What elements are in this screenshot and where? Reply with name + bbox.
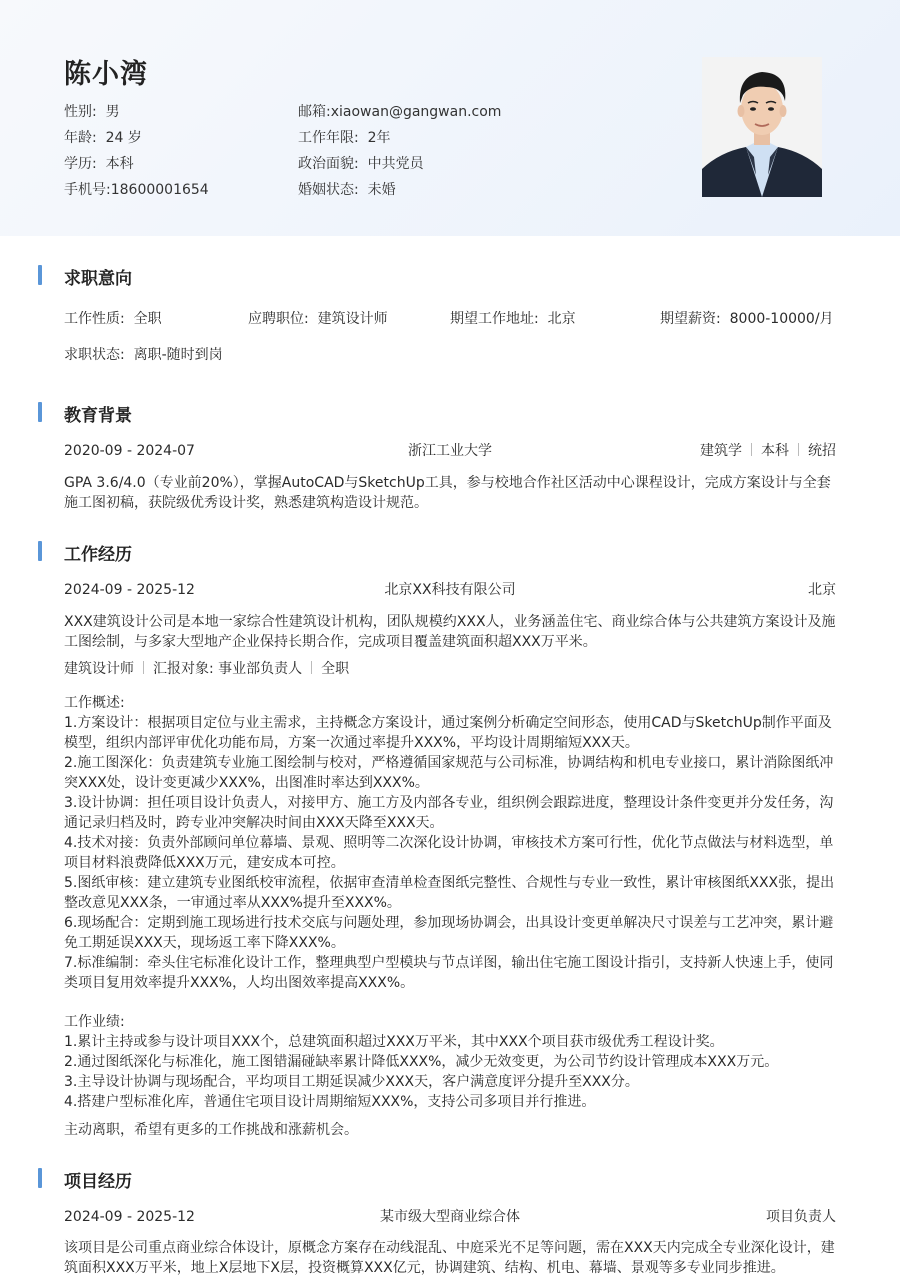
resume-header: [0, 0, 900, 236]
years-row: [298, 127, 391, 147]
work-overview-item: 2.施工图深化：负责建筑专业施工图绘制与校对，严格遵循国家规范与公司标准，协调结构和机电专业接口，累计消除图纸冲突XXX处，设计变更减少XXX%，出图准时率达到XXX%。: [64, 755, 834, 791]
email-value[interactable]: xiaowan@gangwan.com: [330, 104, 502, 120]
project-date: 2024-09 - 2025-12: [64, 1209, 195, 1225]
work-overview: [64, 693, 840, 993]
intent-position-value: 建筑设计师: [317, 311, 388, 327]
intent-salary: [660, 309, 834, 329]
intent-status-label: 求职状态:: [64, 347, 125, 363]
education-meta: [560, 441, 836, 461]
age-value: 24 岁: [105, 130, 142, 146]
work-overview-item: 5.图纸审核：建立建筑专业图纸校审流程，依据审查清单检查图纸完整性、合规性与专业一致性，累计审核图纸XXX张，提出整改意见XXX条，一审通过率从XXX%提升至XXX%。: [64, 875, 835, 911]
divider: [751, 443, 752, 456]
project-name: 某市级大型商业综合体: [380, 1209, 520, 1225]
intent-salary-value: 8000-10000/月: [729, 311, 834, 327]
intent-type-label: 工作性质:: [64, 311, 125, 327]
section-accent-bar: [38, 541, 42, 561]
section-education-label: 教育背景: [64, 406, 132, 426]
section-accent-bar: [38, 402, 42, 422]
project-role: 项目负责人: [766, 1209, 836, 1225]
intent-location-label: 期望工作地址:: [450, 311, 539, 327]
gender-value: 男: [105, 104, 120, 120]
intent-position-label: 应聘职位:: [248, 311, 309, 327]
intent-status: [64, 345, 223, 365]
person-portrait-icon: [702, 57, 822, 197]
work-date: 2024-09 - 2025-12: [64, 582, 195, 598]
phone-value[interactable]: 18600001654: [110, 182, 209, 198]
work-company: 北京XX科技有限公司: [384, 582, 516, 598]
work-overview-label: 工作概述:: [64, 695, 125, 711]
years-value: 2年: [367, 130, 391, 146]
intent-salary-label: 期望薪资:: [660, 311, 721, 327]
education-degree: 本科: [761, 443, 789, 459]
work-results-item: 2.通过图纸深化与标准化，施工图错漏碰缺率累计降低XXX%，减少无效变更，为公司节约设计管理成本XXX万元。: [64, 1054, 779, 1070]
politics-row: [298, 153, 424, 173]
project-description: 该项目是公司重点商业综合体设计，原概念方案存在动线混乱、中庭采光不足等问题，需在XXX天内完成全专业深化设计，建筑面积XXX万平米，地上X层地下X层，投资概算XXX亿元，协调建筑、结构、机电、幕墙、景观等多专业同步推进。: [64, 1240, 835, 1275]
education-description: GPA 3.6/4.0（专业前20%），掌握AutoCAD与SketchUp工具，参与校地合作社区活动中心课程设计，完成方案设计与全套施工图初稿，获院级优秀设计奖，熟悉建筑构造设计规范。: [64, 475, 831, 511]
education-row: [64, 153, 134, 173]
gender-label: 性别:: [64, 104, 97, 120]
section-accent-bar: [38, 1168, 42, 1188]
email-row: [298, 101, 501, 121]
phone-label: 手机号:: [64, 182, 111, 198]
education-school: 浙江工业大学: [408, 443, 492, 459]
work-results: [64, 1012, 840, 1112]
work-job-type: 全职: [321, 661, 350, 677]
work-results-label: 工作业绩:: [64, 1014, 125, 1030]
gender-row: [64, 101, 120, 121]
marital-label: 婚姻状态:: [298, 182, 359, 198]
politics-label: 政治面貌:: [298, 156, 359, 172]
marital-row: [298, 179, 396, 199]
work-overview-item: 1.方案设计：根据项目定位与业主需求，主持概念方案设计，通过案例分析确定空间形态，使用CAD与SketchUp制作平面及模型，组织内部评审优化功能布局，方案一次通过率提升XXX%，平均设计周期缩短XXX天。: [64, 715, 832, 751]
work-results-item: 3.主导设计协调与现场配合，平均项目工期延误减少XXX天，客户满意度评分提升至XXX分。: [64, 1074, 639, 1090]
divider: [311, 661, 312, 674]
work-report: 汇报对象: 事业部负责人: [153, 661, 303, 677]
age-row: [64, 127, 142, 147]
education-date: 2020-09 - 2024-07: [64, 443, 195, 459]
age-label: 年龄:: [64, 130, 97, 146]
intent-status-value: 离职-随时到岗: [133, 347, 223, 363]
work-results-item: 1.累计主持或参与设计项目XXX个，总建筑面积超过XXX万平米，其中XXX个项目获市级优秀工程设计奖。: [64, 1034, 724, 1050]
work-overview-item: 6.现场配合：定期到施工现场进行技术交底与问题处理，参加现场协调会，出具设计变更单解决尺寸误差与工艺冲突，累计避免工期延误XXX天，现场返工率下降XXX%。: [64, 915, 834, 951]
marital-value: 未婚: [367, 182, 396, 198]
work-overview-item: 7.标准编制：牵头住宅标准化设计工作，整理典型户型模块与节点详图，输出住宅施工图设计指引，支持新人快速上手，使同类项目复用效率提升XXX%，人均出图效率提高XXX%。: [64, 955, 834, 991]
work-overview-item: 3.设计协调：担任项目设计负责人，对接甲方、施工方及内部各专业，组织例会跟踪进度，整理设计条件变更并分发任务，沟通记录归档及时，跨专业冲突解决时间由XXX天降至XXX天。: [64, 795, 834, 831]
avatar-photo: [702, 57, 822, 197]
section-accent-bar: [38, 265, 42, 285]
intent-location-value: 北京: [547, 311, 576, 327]
education-enroll: 统招: [808, 443, 836, 459]
work-overview-item: 4.技术对接：负责外部顾问单位幕墙、景观、照明等二次深化设计协调，审核技术方案可行性，优化节点做法与材料选型，单项目材料浪费降低XXX万元，建安成本可控。: [64, 835, 834, 871]
education-value: 本科: [105, 156, 134, 172]
divider: [798, 443, 799, 456]
email-label: 邮箱:: [298, 104, 331, 120]
work-city: 北京: [808, 582, 836, 598]
education-label: 学历:: [64, 156, 97, 172]
politics-value: 中共党员: [367, 156, 424, 172]
work-role: 建筑设计师: [64, 661, 134, 677]
work-company-description: XXX建筑设计公司是本地一家综合性建筑设计机构，团队规模约XXX人，业务涵盖住宅、商业综合体与公共建筑方案设计及施工图绘制，与多家大型地产企业保持长期合作，完成项目覆盖建筑面积超XXX万平米。: [64, 614, 836, 650]
section-intent-label: 求职意向: [64, 269, 132, 289]
section-project-label: 项目经历: [64, 1172, 132, 1192]
years-label: 工作年限:: [298, 130, 359, 146]
divider: [143, 661, 144, 674]
work-leave-reason: 主动离职，希望有更多的工作挑战和涨薪机会。: [64, 1122, 358, 1138]
intent-type-value: 全职: [133, 311, 162, 327]
intent-type: [64, 309, 162, 329]
candidate-name: 陈小湾: [64, 59, 148, 90]
intent-location: [450, 309, 576, 329]
work-meta: [64, 659, 349, 679]
phone-row: [64, 179, 209, 199]
section-work-label: 工作经历: [64, 545, 132, 565]
intent-position: [248, 309, 388, 329]
work-results-item: 4.搭建户型标准化库，普通住宅项目设计周期缩短XXX%，支持公司多项目并行推进。: [64, 1094, 596, 1110]
education-major: 建筑学: [700, 443, 742, 459]
